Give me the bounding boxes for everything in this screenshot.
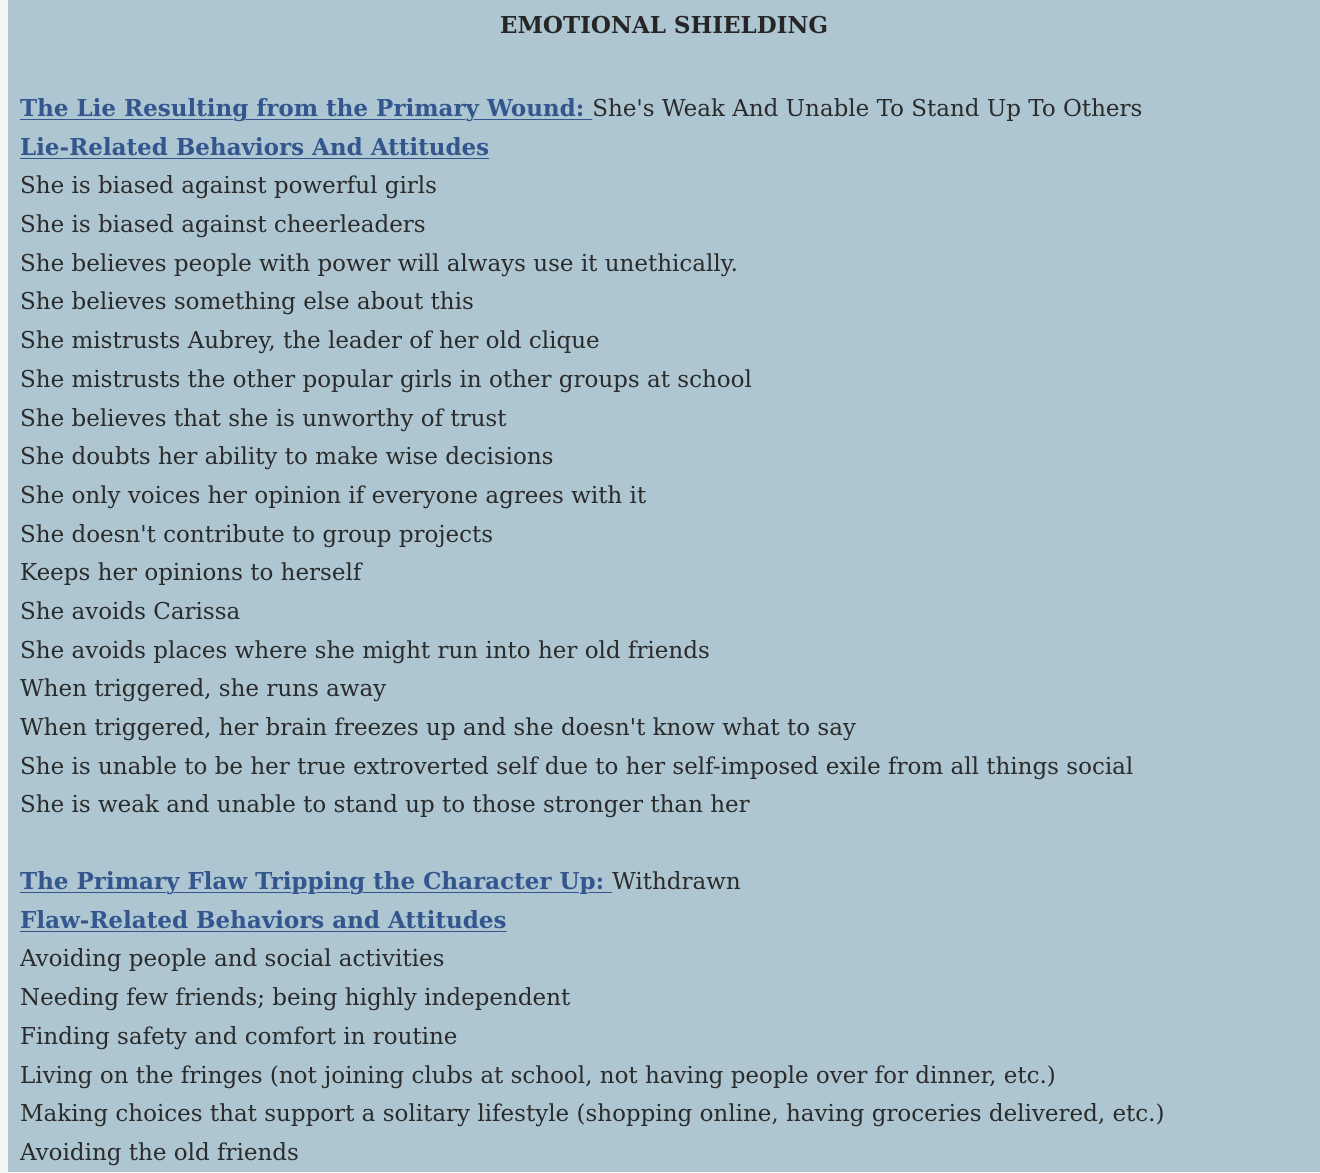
list-item: She avoids places where she might run into her old friends (20, 637, 710, 664)
flaw-heading-link[interactable]: The Primary Flaw Tripping the Character Up: (20, 868, 613, 896)
lie-heading-value: She's Weak And Unable To Stand Up To Others (592, 96, 1143, 122)
list-item: She only voices her opinion if everyone agrees with it (20, 482, 647, 509)
list-item: Avoiding people and social activities (20, 946, 445, 973)
list-item: She is weak and unable to stand up to those stronger than her (20, 792, 750, 819)
list-item: She is biased against cheerleaders (20, 212, 426, 239)
list-item: She mistrusts the other popular girls in other groups at school (20, 366, 752, 393)
lie-heading-link[interactable]: The Lie Resulting from the Primary Wound: (20, 95, 593, 122)
flaw-items-list (20, 940, 1308, 1172)
flaw-subheading-link[interactable]: Flaw-Related Behaviors and Attitudes (20, 906, 507, 934)
document-page (8, 0, 1320, 1172)
lie-section (20, 90, 1308, 825)
page-title: EMOTIONAL SHIELDING (499, 12, 829, 39)
list-item: Keeps her opinions to herself (20, 560, 362, 587)
list-item: She is unable to be her true extroverted self due to her self-imposed exile from all things social (20, 753, 1134, 780)
list-item: She avoids Carissa (20, 598, 241, 625)
lie-subheading-link[interactable]: Lie-Related Behaviors And Attitudes (20, 133, 490, 161)
lie-heading (20, 90, 1308, 129)
list-item: When triggered, her brain freezes up and she doesn't know what to say (20, 715, 856, 741)
lie-items-list (20, 167, 1308, 825)
flaw-section (20, 863, 1308, 1173)
list-item: Avoiding the old friends (20, 1139, 299, 1166)
list-item: She believes that she is unworthy of trust (20, 405, 507, 432)
list-item: She doesn't contribute to group projects (20, 521, 494, 548)
list-item: Needing few friends; being highly independent (20, 985, 571, 1012)
flaw-heading-value: Withdrawn (612, 869, 741, 896)
list-item: She mistrusts Aubrey, the leader of her old clique (20, 328, 600, 355)
flaw-subheading (20, 902, 1308, 941)
list-item: Living on the fringes (not joining clubs at school, not having people over for dinner, etc.) (20, 1062, 1056, 1089)
list-item: When triggered, she runs away (20, 676, 387, 703)
lie-subheading (20, 129, 1308, 168)
list-item: She is biased against powerful girls (20, 173, 437, 200)
list-item: She believes people with power will always use it unethically. (20, 250, 738, 277)
list-item: Making choices that support a solitary lifestyle (shopping online, having groceries delivered, etc.) (20, 1101, 1165, 1128)
list-item: She doubts her ability to make wise decisions (20, 444, 554, 471)
flaw-heading (20, 863, 1308, 902)
list-item: Finding safety and comfort in routine (20, 1023, 458, 1050)
list-item: She believes something else about this (20, 289, 474, 316)
